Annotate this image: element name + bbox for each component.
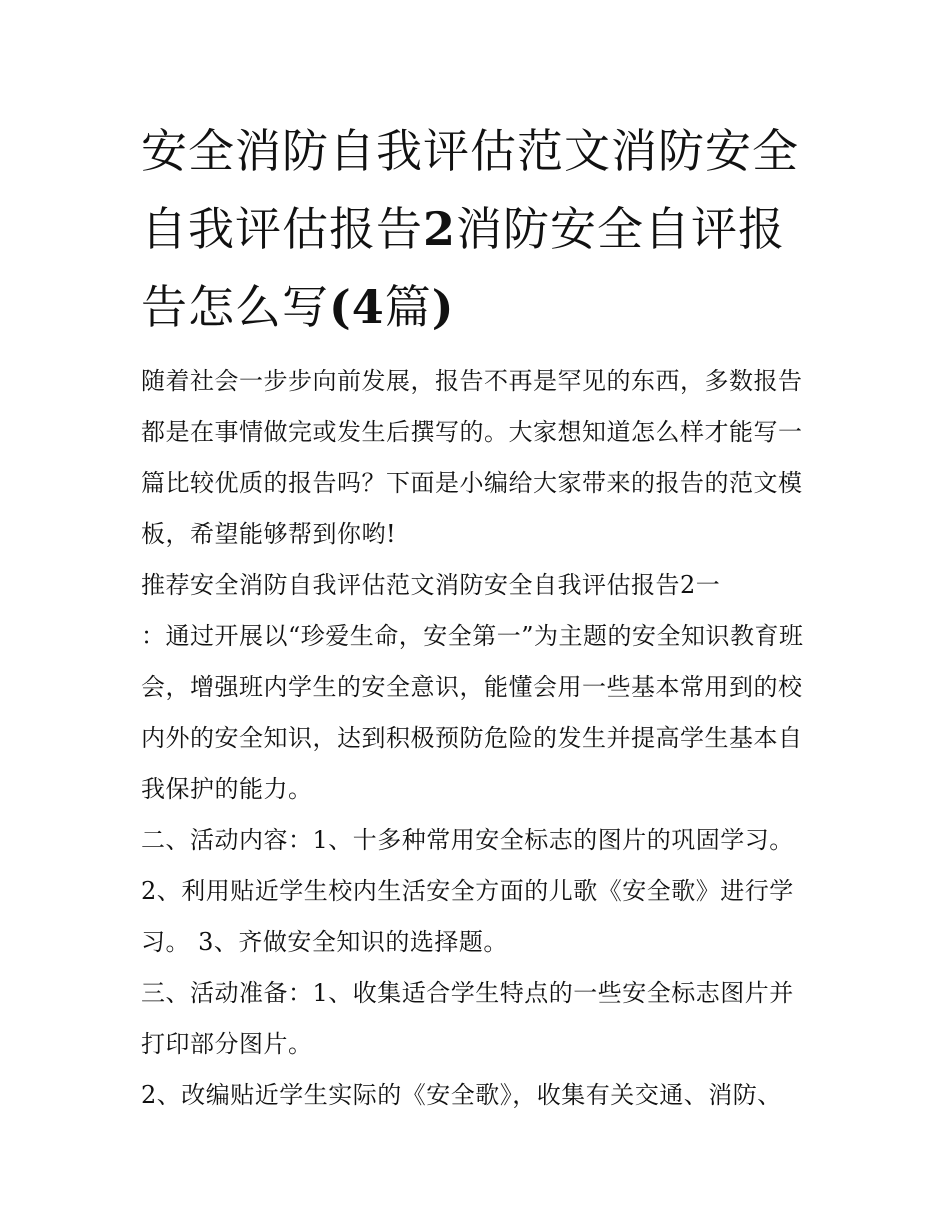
paragraph-activity-content-2: 2、利用贴近学生校内生活安全方面的儿歌《安全歌》进行学习。 3、齐做安全知识的选择题。 bbox=[141, 877, 794, 956]
paragraph-activity-prep: 三、活动准备：1、收集适合学生特点的一些安全标志图片并打印部分图片。 bbox=[141, 979, 794, 1058]
paragraph-activity-content: 二、活动内容：1、十多种常用安全标志的图片的巩固学习。 bbox=[141, 826, 794, 854]
document-page bbox=[141, 112, 813, 1121]
document-title: 安全消防自我评估范文消防安全自我评估报告2消防安全自评报告怎么写(4篇) bbox=[141, 124, 799, 334]
paragraph-activity-prep-2: 2、改编贴近学生实际的《安全歌》，收集有关交通、消防、 bbox=[141, 1081, 782, 1109]
paragraph-goal: ：通过开展以“珍爱生命，安全第一”为主题的安全知识教育班会，增强班内学生的安全意识，能懂会用一些基本常用到的校内外的安全知识，达到积极预防危险的发生并提高学生基本自我保护的能力。 bbox=[141, 622, 804, 803]
document-body bbox=[141, 356, 813, 1121]
paragraph-recommend: 推荐安全消防自我评估范文消防安全自我评估报告2一 bbox=[141, 571, 721, 599]
paragraph-intro: 随着社会一步步向前发展，报告不再是罕见的东西，多数报告都是在事情做完或发生后撰写的。大家想知道怎么样才能写一篇比较优质的报告吗？下面是小编给大家带来的报告的范文模板，希望能够帮到你哟! bbox=[141, 367, 803, 548]
